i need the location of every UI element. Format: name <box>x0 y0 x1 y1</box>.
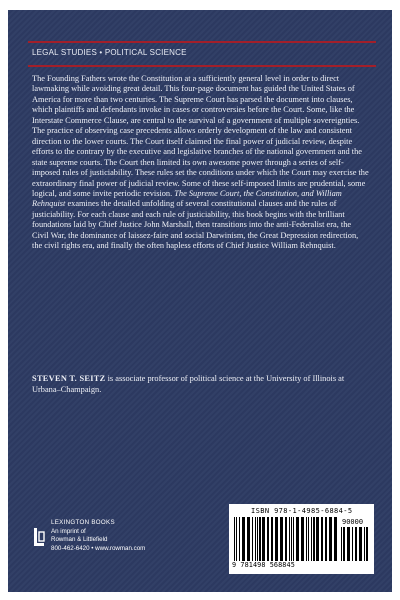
isbn-barcode <box>234 517 338 561</box>
publisher-logo-icon <box>33 527 45 547</box>
series-label: LEGAL STUDIES • POLITICAL SCIENCE <box>32 48 187 57</box>
publisher-name: LEXINGTON BOOKS <box>51 519 115 526</box>
top-red-rule <box>28 41 376 43</box>
publisher-text <box>51 519 145 553</box>
publisher-imprint-line: An imprint of <box>51 527 86 535</box>
price-barcode <box>341 527 369 561</box>
author-name: STEVEN T. SEITZ <box>32 374 106 383</box>
isbn-label: ISBN 978-1-4985-6884-5 <box>251 507 353 515</box>
mid-red-rule <box>28 65 376 67</box>
book-title: The Supreme Court, the Constitution, and William Rehnquist <box>32 188 342 209</box>
publisher-parent: Rowman & Littlefield <box>51 536 108 544</box>
blurb-part-1: The Founding Fathers wrote the Constitution at a sufficiently general level in order to direct lawmaking while avoiding great detail. This four-page document has guided the United States of America for more than two centuries. The Supreme Court has parsed the document into clauses, which plaintiffs and defendants invoke in cases or controversies before the Court. Some, like the Interstate Commerce Clause, are central to the survival of a government of multiple sovereignties. The practice of observing case precedents allows orderly development of the law and consistent direction to the lower courts. The Court itself claimed the final power of judicial review, despite efforts to the contrary by the executive and legislative branches of the national government and the state supreme courts. The Court then limited its own awesome power through a series of self-imposed rules of justiciability. These rules set the conditions under which the Court may exercise the extraordinary final power of judicial review. Some of these self-imposed limits are prudential, some logical, and some invite periodic revision. <box>32 74 369 198</box>
author-bio <box>32 374 369 395</box>
barcode-panel <box>229 504 374 574</box>
blurb-part-2: examines the detailed unfolding of several constitutional clauses and the rules of justiciability. For each clause and each rule of justiciability, this book begins with the brilliant foundations laid by Chief Justice John Marshall, then transitions into the anti-Federalist era, the Civil War, the dominance of laissez-faire and social Darwinism, the Great Depression redirection, the civil rights era, and finally the often hapless efforts of Chief Justice William Rehnquist. <box>32 199 359 251</box>
price-code: 90000 <box>342 518 364 526</box>
description-blurb <box>32 74 369 252</box>
publisher-contact: 800-462-6420 • www.rowman.com <box>51 544 146 552</box>
barcode-digits: 9 781498 568845 <box>232 561 295 569</box>
publisher-block <box>33 519 193 569</box>
author-bio-text: is associate professor of political science at the University of Illinois at Urbana–Champaign. <box>32 374 345 394</box>
